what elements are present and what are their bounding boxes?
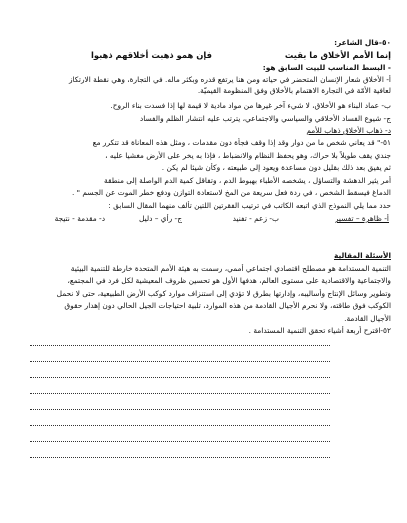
answer-line-7[interactable] [30, 441, 330, 442]
answer-line-1[interactable] [30, 345, 330, 346]
question-50-option-b: ب- عماد البناء هو الأخلاق، لا شيء آخر غيرها من مواد مادية لا قيمة لها إذا فسدت بناء الروح. [110, 101, 391, 110]
essay-paragraph-line-5: الأجيال القادمة. [344, 314, 391, 323]
question-51-line-2: جندي يقف طويلاً بلا حراك، وهو يحفظ النظام والانضباط ، فإذا به يخر على الأرض مغشيا عليه ، [105, 151, 391, 160]
question-51-prompt: حدد مما يلي النموذج الذي اتبعه الكاتب في ترتيب الفقرتين اللتين تألف منهما المقال السابق : [108, 201, 391, 210]
question-50-title: ٥٠-قال الشاعر: [334, 38, 391, 47]
question-51-line-3: ثم يفيق بعد ذلك بقليل دون مساعدة ويعود إلى طبيعته ، وكأن شيئا لم يكن . [161, 163, 391, 172]
essay-paragraph-line-4: الكوكب فوق طاقته، ولا نحرم الأجيال القادمة من هذه الموارد، تلبية احتياجات الجيل الحالي دون إهدار حقوق [64, 301, 391, 310]
question-51-option-b: ب- زعم - تفنيد [232, 214, 279, 223]
question-50-option-c: ج- شيوع الفساد الأخلاقي والسياسي والاجتماعي، يترتب عليه انتشار الظلم والفساد [139, 114, 391, 123]
verse-second-hemistich: فإن همو ذهبت أخلاقهم ذهبوا [91, 50, 212, 60]
question-52-prompt: ٥٢-اقترح أربعة أشياء تحقق التنمية المستدامة . [248, 326, 391, 335]
question-50-option-a: أ- الأخلاق شعار الإنسان المتحضر في حياته ومن هنا يرتفع قدره وبكثر ماله. في التجارة، وهي نقطة الارتكاز [68, 75, 391, 84]
answer-line-4[interactable] [30, 393, 330, 394]
answer-line-6[interactable] [30, 425, 330, 426]
essay-paragraph-line-3: وتطوير وسائل الإنتاج وأساليبه، وإدارتها بطرق لا تؤدي إلى استنزاف موارد كوكب الأرض الطبيعية، حتى لا نحمل [56, 289, 391, 298]
verse-first-hemistich: إنما الأمم الأخلاق ما بقيت [284, 50, 391, 60]
answer-line-2[interactable] [30, 361, 330, 362]
question-51-line-5: الدماغ فيسقط الشخص ، في ردة فعل سريعة من المخ لاستعادة التوازن ودفع خطر الموت عن الجسم " . [71, 188, 391, 197]
essay-paragraph-line-1: التنمية المستدامة هو مصطلح اقتصادي اجتماعي أممي، رسمت به هيئة الأمم المتحدة خارطة للتنمية البيئية [70, 264, 391, 273]
question-51-option-a: أ- ظاهرة – تفسير [334, 214, 389, 223]
answer-line-8[interactable] [30, 457, 330, 458]
question-51-option-d: د- مقدمة - نتيجة [54, 214, 105, 223]
essay-heading: الأسئلة المقالية [333, 251, 391, 260]
question-50-prompt: - البسط المناسب للبيت السابق هو: [262, 63, 391, 72]
answer-line-3[interactable] [30, 377, 330, 378]
question-51-option-c: ج- رأي – دليل [139, 214, 182, 223]
question-51-line-4: أمر يثير الدهشة والتساؤل ، يشخصه الأطباء بهبوط الدم ، وتفاقل كمية الدم الواصلة إلى منطقة [104, 176, 391, 185]
question-50-option-a-cont: لعافية الأمّة في التجارة الاهتمام بالأخلاق وفق المنظومة القيميّة. [197, 86, 391, 95]
essay-paragraph-line-2: والاجتماعية والاقتصادية على مستوى العالم، هدفها الأول هو تحسين ظروف المعيشية لكل فرد في المجتمع، [67, 276, 391, 285]
question-51-line-1: ٥١-" قد يعاني شخص ما من دوار وقد إذا وقف فجأة دون مقدمات ، ومثل هذه المعاناة قد تتكرر مع [92, 138, 391, 147]
answer-line-5[interactable] [30, 409, 330, 410]
question-50-option-d: د- ذهاب الأخلاق ذهاب للأمم [306, 126, 391, 135]
